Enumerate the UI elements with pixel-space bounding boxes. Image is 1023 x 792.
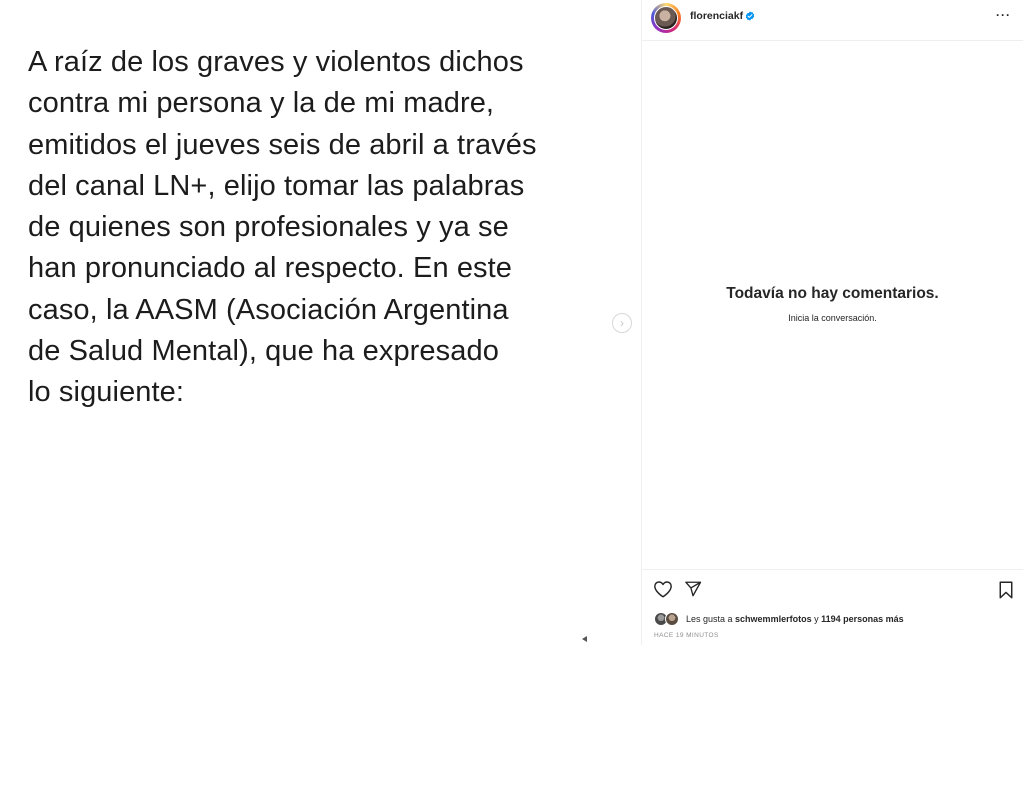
- liker-username-link[interactable]: schwemmlerfotos: [735, 614, 812, 624]
- username-link[interactable]: florenciakf: [690, 10, 744, 22]
- comments-panel: [641, 0, 1023, 645]
- likes-text: [686, 614, 904, 624]
- caret-left-icon: [582, 636, 587, 642]
- liker-avatar: [665, 612, 679, 626]
- paper-plane-icon[interactable]: [684, 580, 702, 598]
- post-text-line: de Salud Mental), que ha expresado: [28, 335, 499, 368]
- chevron-right-icon: ›: [620, 316, 624, 330]
- heart-icon[interactable]: [653, 580, 673, 598]
- empty-comments-title: Todavía no hay comentarios.: [726, 285, 939, 302]
- post-actions-bar: [642, 569, 1023, 610]
- likes-prefix: Les gusta a: [686, 614, 736, 624]
- likes-summary[interactable]: [654, 612, 904, 628]
- post-text-line: A raíz de los graves y violentos dichos: [28, 46, 524, 78]
- likes-count-link[interactable]: 1194 personas más: [821, 614, 904, 624]
- empty-comments-subtitle: Inicia la conversación.: [788, 313, 877, 323]
- post-timestamp[interactable]: HACE 19 MINUTOS: [654, 632, 719, 639]
- bookmark-icon[interactable]: [998, 581, 1014, 599]
- avatar-image: [654, 6, 678, 30]
- more-options-icon[interactable]: ···: [996, 8, 1011, 22]
- post-header: [642, 0, 1023, 41]
- avatar[interactable]: [651, 3, 681, 33]
- likes-middle: y: [811, 614, 822, 624]
- post-text-line: emitidos el jueves seis de abril a través: [28, 128, 537, 161]
- post-text-line: caso, la AASM (Asociación Argentina: [28, 293, 509, 326]
- verified-badge-icon: [745, 11, 755, 21]
- liker-avatars: [654, 612, 684, 626]
- post-text-line: de quienes son profesionales y ya se: [28, 211, 509, 244]
- post-text-line: lo siguiente:: [28, 376, 185, 409]
- post-text-line: del canal LN+, elijo tomar las palabras: [28, 169, 525, 202]
- post-text: [28, 42, 537, 414]
- post-text-line: han pronunciado al respecto. En este: [28, 252, 513, 285]
- carousel-next-button[interactable]: [612, 313, 632, 333]
- post-text-line: contra mi persona y la de mi madre,: [28, 87, 495, 120]
